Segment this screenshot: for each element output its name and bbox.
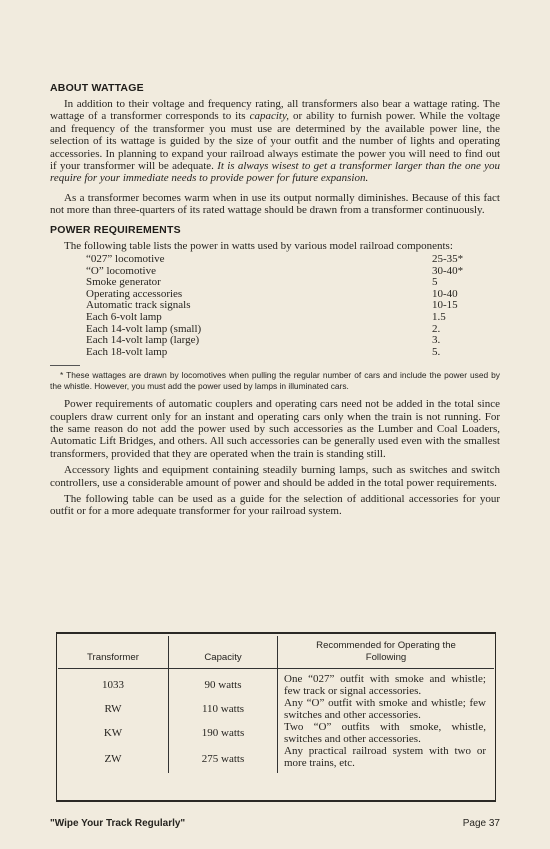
- header-capacity: Capacity: [169, 636, 278, 669]
- page-number: Page 37: [462, 818, 500, 829]
- cell-transformer: ZW: [58, 745, 169, 773]
- p1-italic-advice: It is always wisest to get a transformer larger than the one you require for your immediate needs to provide power for future expansion.: [50, 160, 500, 185]
- power-requirements-heading: POWER REQUIREMENTS: [50, 223, 181, 236]
- component-name: Each 14-volt lamp (small): [86, 322, 202, 335]
- about-wattage-heading: ABOUT WATTAGE: [50, 82, 144, 94]
- cell-capacity: 90 watts: [169, 669, 278, 698]
- component-name: Each 6-volt lamp: [86, 311, 162, 324]
- table-row: [58, 745, 494, 773]
- footnote-divider: [50, 365, 80, 366]
- component-watts: 30-40*: [432, 264, 464, 277]
- component-name: Operating accessories: [86, 287, 183, 300]
- component-watts: 3.: [432, 334, 441, 347]
- component-watts: 1.5: [432, 311, 446, 324]
- component-watts: 5.: [432, 345, 441, 358]
- transformer-table: [58, 636, 494, 773]
- footer-slogan: "Wipe Your Track Regularly": [50, 818, 186, 829]
- cell-capacity: 190 watts: [169, 721, 278, 745]
- wattage-footnote: * These wattages are drawn by locomotives when pulling the regular number of cars and include the power used by the whistle. However, you must add the power used by lamps in illuminated cars.: [50, 370, 500, 391]
- table-row: [58, 669, 494, 698]
- page-footer: [50, 818, 500, 829]
- p1-text-b: or ability to furnish power. While the voltage and frequency of the transformer you must use are determined by the available power line, the selection of its wattage is guided by the size of your outfit and the number of lights and operating accessories. In planning to expand your railroad always estimate the power you will need to find out if your transformer will be adequate.: [50, 110, 500, 173]
- component-name: “027” locomotive: [86, 253, 165, 266]
- component-name: Each 14-volt lamp (large): [86, 334, 200, 347]
- power-paragraph-4: Accessory lights and equipment containing steadily burning lamps, such as switches and switch controllers, use a considerable amount of power and should be added in the total power requirements.: [50, 464, 500, 489]
- table-header-row: [58, 636, 494, 669]
- power-row: [86, 312, 482, 324]
- component-watts: 5: [432, 276, 438, 289]
- power-list: [86, 254, 482, 358]
- cell-transformer: KW: [58, 721, 169, 745]
- cell-transformer: 1033: [58, 669, 169, 698]
- power-requirements-intro: The following table lists the power in watts used by various model railroad components:: [64, 239, 453, 252]
- cell-capacity: 110 watts: [169, 697, 278, 721]
- power-paragraph-3: Power requirements of automatic couplers and operating cars need not be added in the total since couplers draw current only for an instant and operating cars only when the train is not running. For the same reason do not add the power used by such accessories as the Lumber and Coal Loaders, Automatic Lift Bridges, and others. All such accessories can be generally used even with the smallest transformers, provided that they are operated when the train is standing still.: [50, 398, 500, 460]
- cell-recommended: Two “O” outfits with smoke, whistle, switches and other accessories.: [284, 721, 486, 745]
- component-watts: 10-15: [432, 299, 458, 312]
- component-name: Automatic track signals: [86, 299, 191, 312]
- component-name: Smoke generator: [86, 276, 161, 289]
- about-wattage-paragraph-2: As a transformer becomes warm when in use its output normally diminishes. Because of this fact not more than three-quarters of its rated wattage should be drawn from a transformer continuously.: [50, 191, 500, 217]
- table-row: [58, 721, 494, 745]
- about-wattage-paragraph-1: [50, 98, 500, 185]
- component-watts: 25-35*: [432, 253, 464, 266]
- page-content: [50, 82, 500, 518]
- component-watts: 2.: [432, 322, 441, 335]
- header-recommended: Recommended for Operating the Following: [278, 636, 495, 669]
- cell-recommended: Any practical railroad system with two or more trains, etc.: [284, 745, 486, 769]
- component-name: Each 18-volt lamp: [86, 345, 168, 358]
- cell-recommended: One “027” outfit with smoke and whistle; few track or signal accessories.: [284, 673, 486, 697]
- power-row: [86, 254, 482, 266]
- component-name: “O” locomotive: [86, 264, 156, 277]
- component-watts: 10-40: [432, 287, 458, 300]
- power-paragraph-5: The following table can be used as a guide for the selection of additional accessories for your outfit or for a more adequate transformer for your railroad system.: [50, 493, 500, 518]
- p1-text-a: In addition to their voltage and frequency rating, all transformers also bear a wattage rating. The wattage of a transformer corresponds to its: [50, 98, 500, 123]
- header-transformer: Transformer: [58, 636, 169, 669]
- cell-transformer: RW: [58, 697, 169, 721]
- power-row: [86, 347, 482, 359]
- cell-capacity: 275 watts: [169, 745, 278, 773]
- cell-recommended: Any “O” outfit with smoke and whistle; few switches and other accessories.: [284, 697, 486, 721]
- p1-capacity-word: capacity,: [249, 110, 289, 123]
- table-row: [58, 697, 494, 721]
